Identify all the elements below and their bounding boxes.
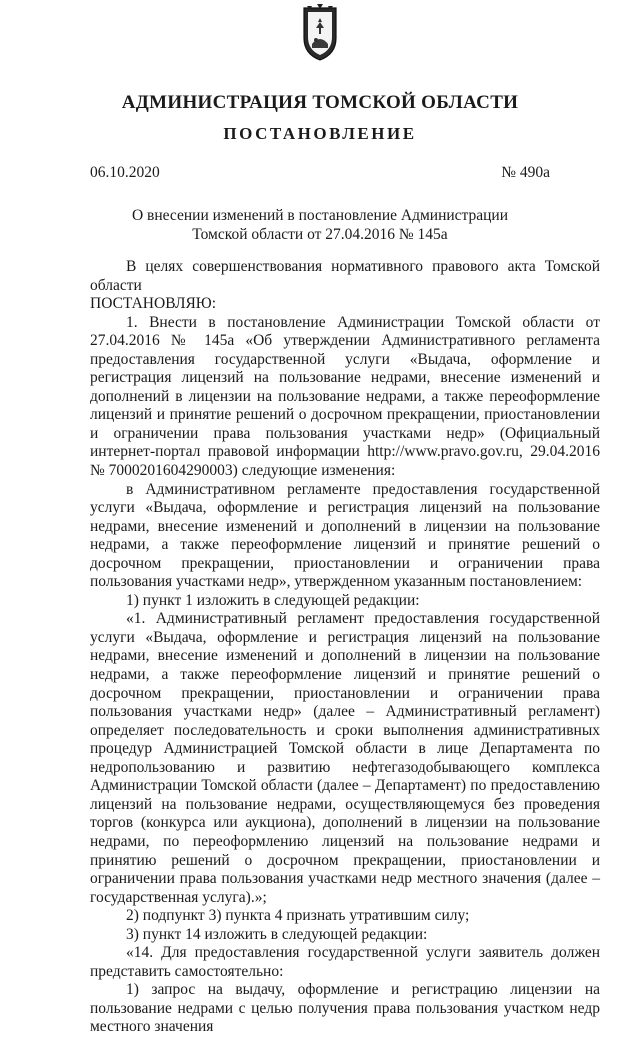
document-body: [90, 258, 600, 1037]
item-1-paragraph: 1) пункт 1 изложить в следующей редакции:: [126, 591, 420, 609]
document-date: 06.10.2020: [90, 164, 160, 181]
organization-title: АДМИНИСТРАЦИЯ ТОМСКОЙ ОБЛАСТИ: [121, 92, 519, 113]
regulation-amendment-paragraph: в Административном регламенте предоставления государственной услуги «Выдача, оформление и регистрация лицензий на пользование недрами, внесение изменений и дополнений в лицензии на пользование недрами, а также переоформление лицензий и принятие решений о досрочном прекращении, приостановлении и ограничении права пользования участками недр», утвержденном указанным постановлением:: [90, 480, 600, 591]
item-1-text-paragraph: «1. Административный регламент предоставления государственной услуги «Выдача, оформление и регистрация лицензий на пользование недрами, внесение изменений и дополнений в лицензии на пользование недрами, а также переоформление лицензий и принятие решений о досрочном прекращении, приостановлении и ограничении права пользования участками недр» (далее – Административный регламент) определяет последовательность и сроки выполнения административных процедур Администрацией Томской области в лице Департамента по недропользованию и развитию нефтегазодобывающего комплекса Администрации Томской области (далее – Департамент) по предоставлению лицензий на пользование недрами, осуществляющемуся без проведения торгов (конкурса или аукциона), дополнений в лицензии на пользование недрами, по переоформлению лицензий на пользование недрами и принятию решений о досрочном прекращении, приостановлении и ограничении права пользования участками недр местного значения (далее – государственная услуга).»;: [90, 610, 600, 906]
document-type-title: ПОСТАНОВЛЕНИЕ: [223, 124, 417, 143]
preamble-paragraph: В целях совершенствования нормативного правового акта Томской области: [90, 258, 600, 294]
document-subject: [90, 206, 550, 244]
resolve-heading: ПОСТАНОВЛЯЮ:: [90, 295, 217, 313]
clause-1-paragraph: 1. Внести в постановление Администрации Томской области от 27.04.2016 № 145а «Об утверждении Административного регламента предоставления государственной услуги «Выдача, оформление и регистрация лицензий на пользование недрами, внесение изменений и дополнений в лицензии на пользование недрами, а также переоформление лицензий и принятие решений о досрочном прекращении, приостановлении и ограничении права пользования участками недр» (Официальный интернет-портал правовой информации http://www.pravo.gov.ru, 29.04.2016 № 7000201604290003) следующие изменения:: [90, 313, 600, 480]
item-3-text-paragraph: «14. Для предоставления государственной услуги заявитель должен представить самостоятельно:: [90, 944, 600, 980]
item-3-paragraph: 3) пункт 14 изложить в следующей редакции:: [126, 925, 428, 943]
subject-line-2: Томской области от 27.04.2016 № 145а: [192, 226, 448, 243]
subject-line-1: О внесении изменений в постановление Администрации: [131, 207, 509, 224]
document-number: № 490а: [501, 164, 550, 181]
subitem-1-paragraph: 1) запрос на выдачу, оформление и регистрацию лицензии на пользование недрами с целью получения права пользования участком недр местного значения: [90, 981, 600, 1036]
coat-of-arms-icon: [298, 4, 342, 62]
item-2-paragraph: 2) подпункт 3) пункта 4 признать утратившим силу;: [126, 907, 470, 925]
